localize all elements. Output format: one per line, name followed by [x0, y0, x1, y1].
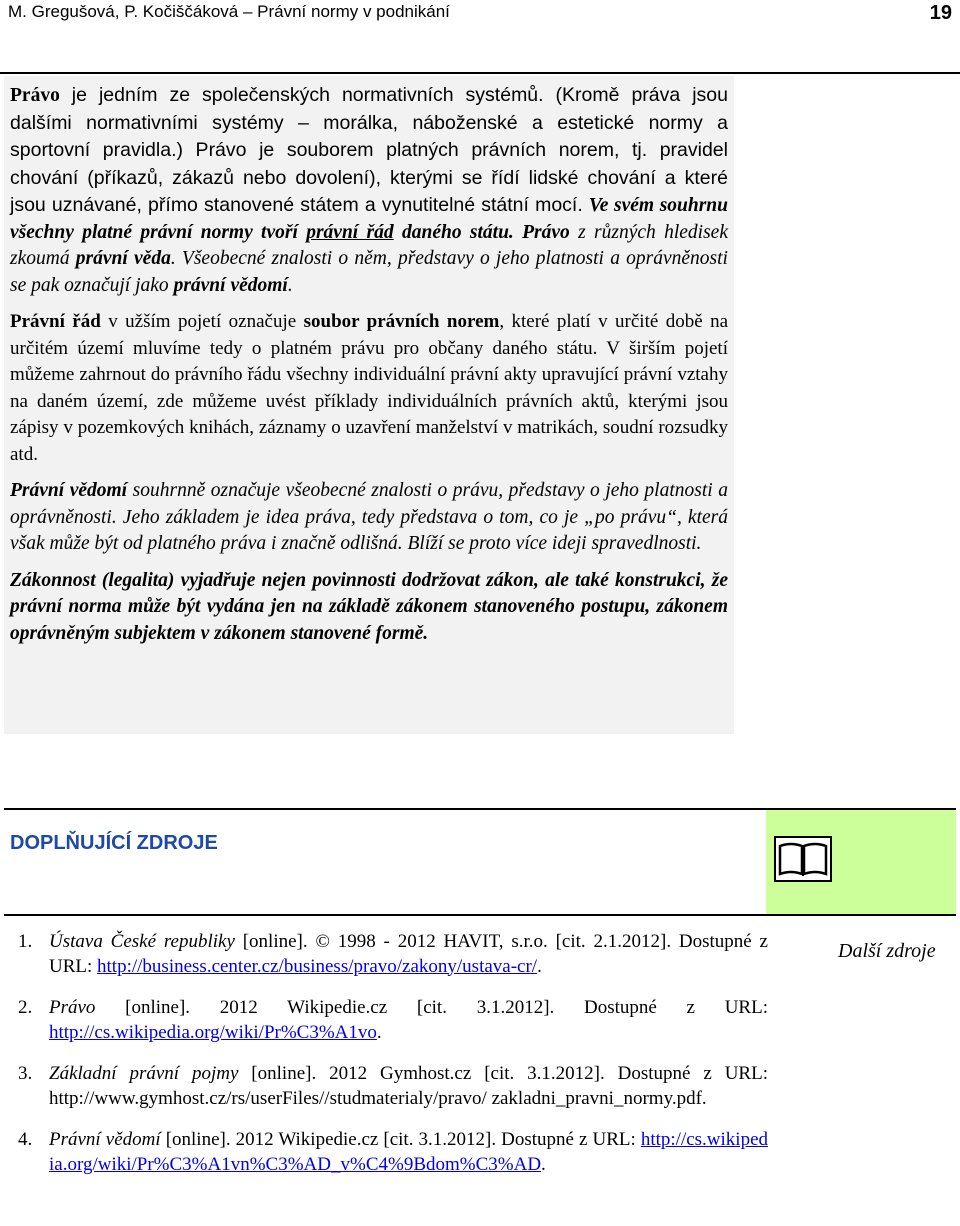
reference-link[interactable]: http://business.center.cz/business/pravo/zakony/ustava-cr/	[97, 955, 538, 977]
reference-item	[18, 1062, 768, 1111]
highlight-box	[4, 76, 734, 734]
running-title: M. Gregušová, P. Kočiščáková – Právní normy v podnikání	[8, 2, 450, 21]
text: z různých hledisek zkoumá	[10, 221, 728, 269]
text: v užším pojetí označuje	[100, 311, 304, 332]
reference-item	[18, 930, 768, 979]
paragraph-pravni-vedomi	[10, 478, 728, 558]
reference-text: [online]. 2012 Gymhost.cz [cit. 3.1.2012]. Dostupné z URL: http://www.gymhost.cz/rs/userFiles//studmaterialy/pravo/ zakladni_pravni_normy.pdf.	[49, 1063, 768, 1109]
side-label: Další zdroje	[838, 940, 936, 962]
reference-title: Právo	[49, 997, 96, 1018]
paragraph-pravni-rad	[10, 309, 728, 468]
reference-text: [online]. 2012 Wikipedie.cz [cit. 3.1.2012]. Dostupné z URL:	[95, 997, 768, 1018]
reference-item	[18, 996, 768, 1045]
page-header	[0, 0, 960, 74]
text: souhrnně označuje všeobecné znalosti o právu, představy o jeho platnosti a oprávněnosti. Jeho základem je idea práva, tedy představa o tom, co je „po právu“, která však může být od platného práva i značně odlišná. Blíží se proto více ideji spravedlnosti.	[10, 480, 728, 554]
term: Právo	[522, 221, 570, 243]
reference-text: [online]. © 1998 - 2012 HAVIT, s.r.o. [cit. 2.1.2012]. Dostupné z URL:	[49, 931, 768, 977]
reference-item	[18, 1128, 768, 1177]
paragraph-zakonnost	[10, 568, 728, 648]
reference-number: 3.	[18, 1063, 33, 1084]
text: daného státu.	[393, 221, 514, 243]
text: Zákonnost (legalita) vyjadřuje nejen povinnosti dodržovat zákon, ale také konstrukci, že právní norma může být vydána jen na základě zákonem stanoveného postupu, zákonem oprávněným subjektem v zákonem stanovené formě.	[10, 569, 728, 644]
reference-text: [online]. 2012 Wikipedie.cz [cit. 3.1.2012]. Dostupné z URL:	[160, 1129, 641, 1150]
section-header	[4, 808, 956, 916]
reference-number: 1.	[18, 931, 33, 952]
section-icon-panel	[766, 810, 956, 914]
reference-end: .	[541, 1153, 546, 1175]
text: Ve svém souhrnu všechny platné právní normy tvoří	[10, 195, 728, 243]
section-title: DOPLŇUJÍCÍ ZDROJE	[10, 832, 218, 854]
reference-end: .	[376, 1021, 382, 1043]
reference-title: Ústava České republiky	[49, 931, 235, 952]
reference-link[interactable]: http://cs.wikipedia.org/wiki/Pr%C3%A1vo	[49, 1021, 377, 1043]
text: .	[287, 274, 293, 296]
reference-list	[18, 930, 768, 1194]
term: soubor právních norem	[303, 311, 500, 332]
term: Právo	[10, 85, 60, 106]
term: právní věda	[75, 248, 171, 269]
text: , které platí v určité době na určitém území mluvíme tedy o platném právu pro občany daného státu. V širším pojetí můžeme zahrnout do právního řádu všechny individuální právní akty upravující právní vztahy na daném území, zde můžeme uvést příklady individuálních právních aktů, kterými jsou zápisy v pozemkových knihách, záznamy o uzavření manželství v matrikách, soudní rozsudky atd.	[10, 311, 728, 465]
book-icon	[774, 836, 832, 882]
reference-number: 2.	[18, 997, 33, 1018]
reference-end: .	[537, 955, 542, 977]
text: . Všeobecné znalosti o něm, představy o jeho platnosti a oprávněnosti se pak označují jako	[10, 248, 728, 296]
term: Právní vědomí	[10, 480, 128, 501]
term: právní řád	[306, 221, 394, 243]
reference-title: Právní vědomí	[49, 1129, 161, 1150]
term: Právní řád	[10, 311, 101, 332]
reference-number: 4.	[18, 1129, 33, 1150]
paragraph-pravo	[10, 82, 728, 299]
term: právní vědomí	[173, 274, 288, 296]
reference-title: Základní právní pojmy	[49, 1063, 239, 1084]
reference-link[interactable]: http://cs.wikipedia.org/wiki/Pr%C3%A1vn%C3%AD_v%C4%9Bdom%C3%AD	[49, 1129, 769, 1175]
text: je jedním ze společenských normativních systémů. (Kromě práva jsou dalšími normativními systémy – morálka, náboženské a estetické normy a sportovní pravidla.) Právo je souborem platných právních norem, tj. pravidel chování (příkazů, zákazů nebo dovolení), kterými se řídí lidské chování a které jsou uznávané, přímo stanovené státem a vynutitelné státní mocí.	[10, 84, 728, 216]
page-number: 19	[929, 2, 952, 24]
